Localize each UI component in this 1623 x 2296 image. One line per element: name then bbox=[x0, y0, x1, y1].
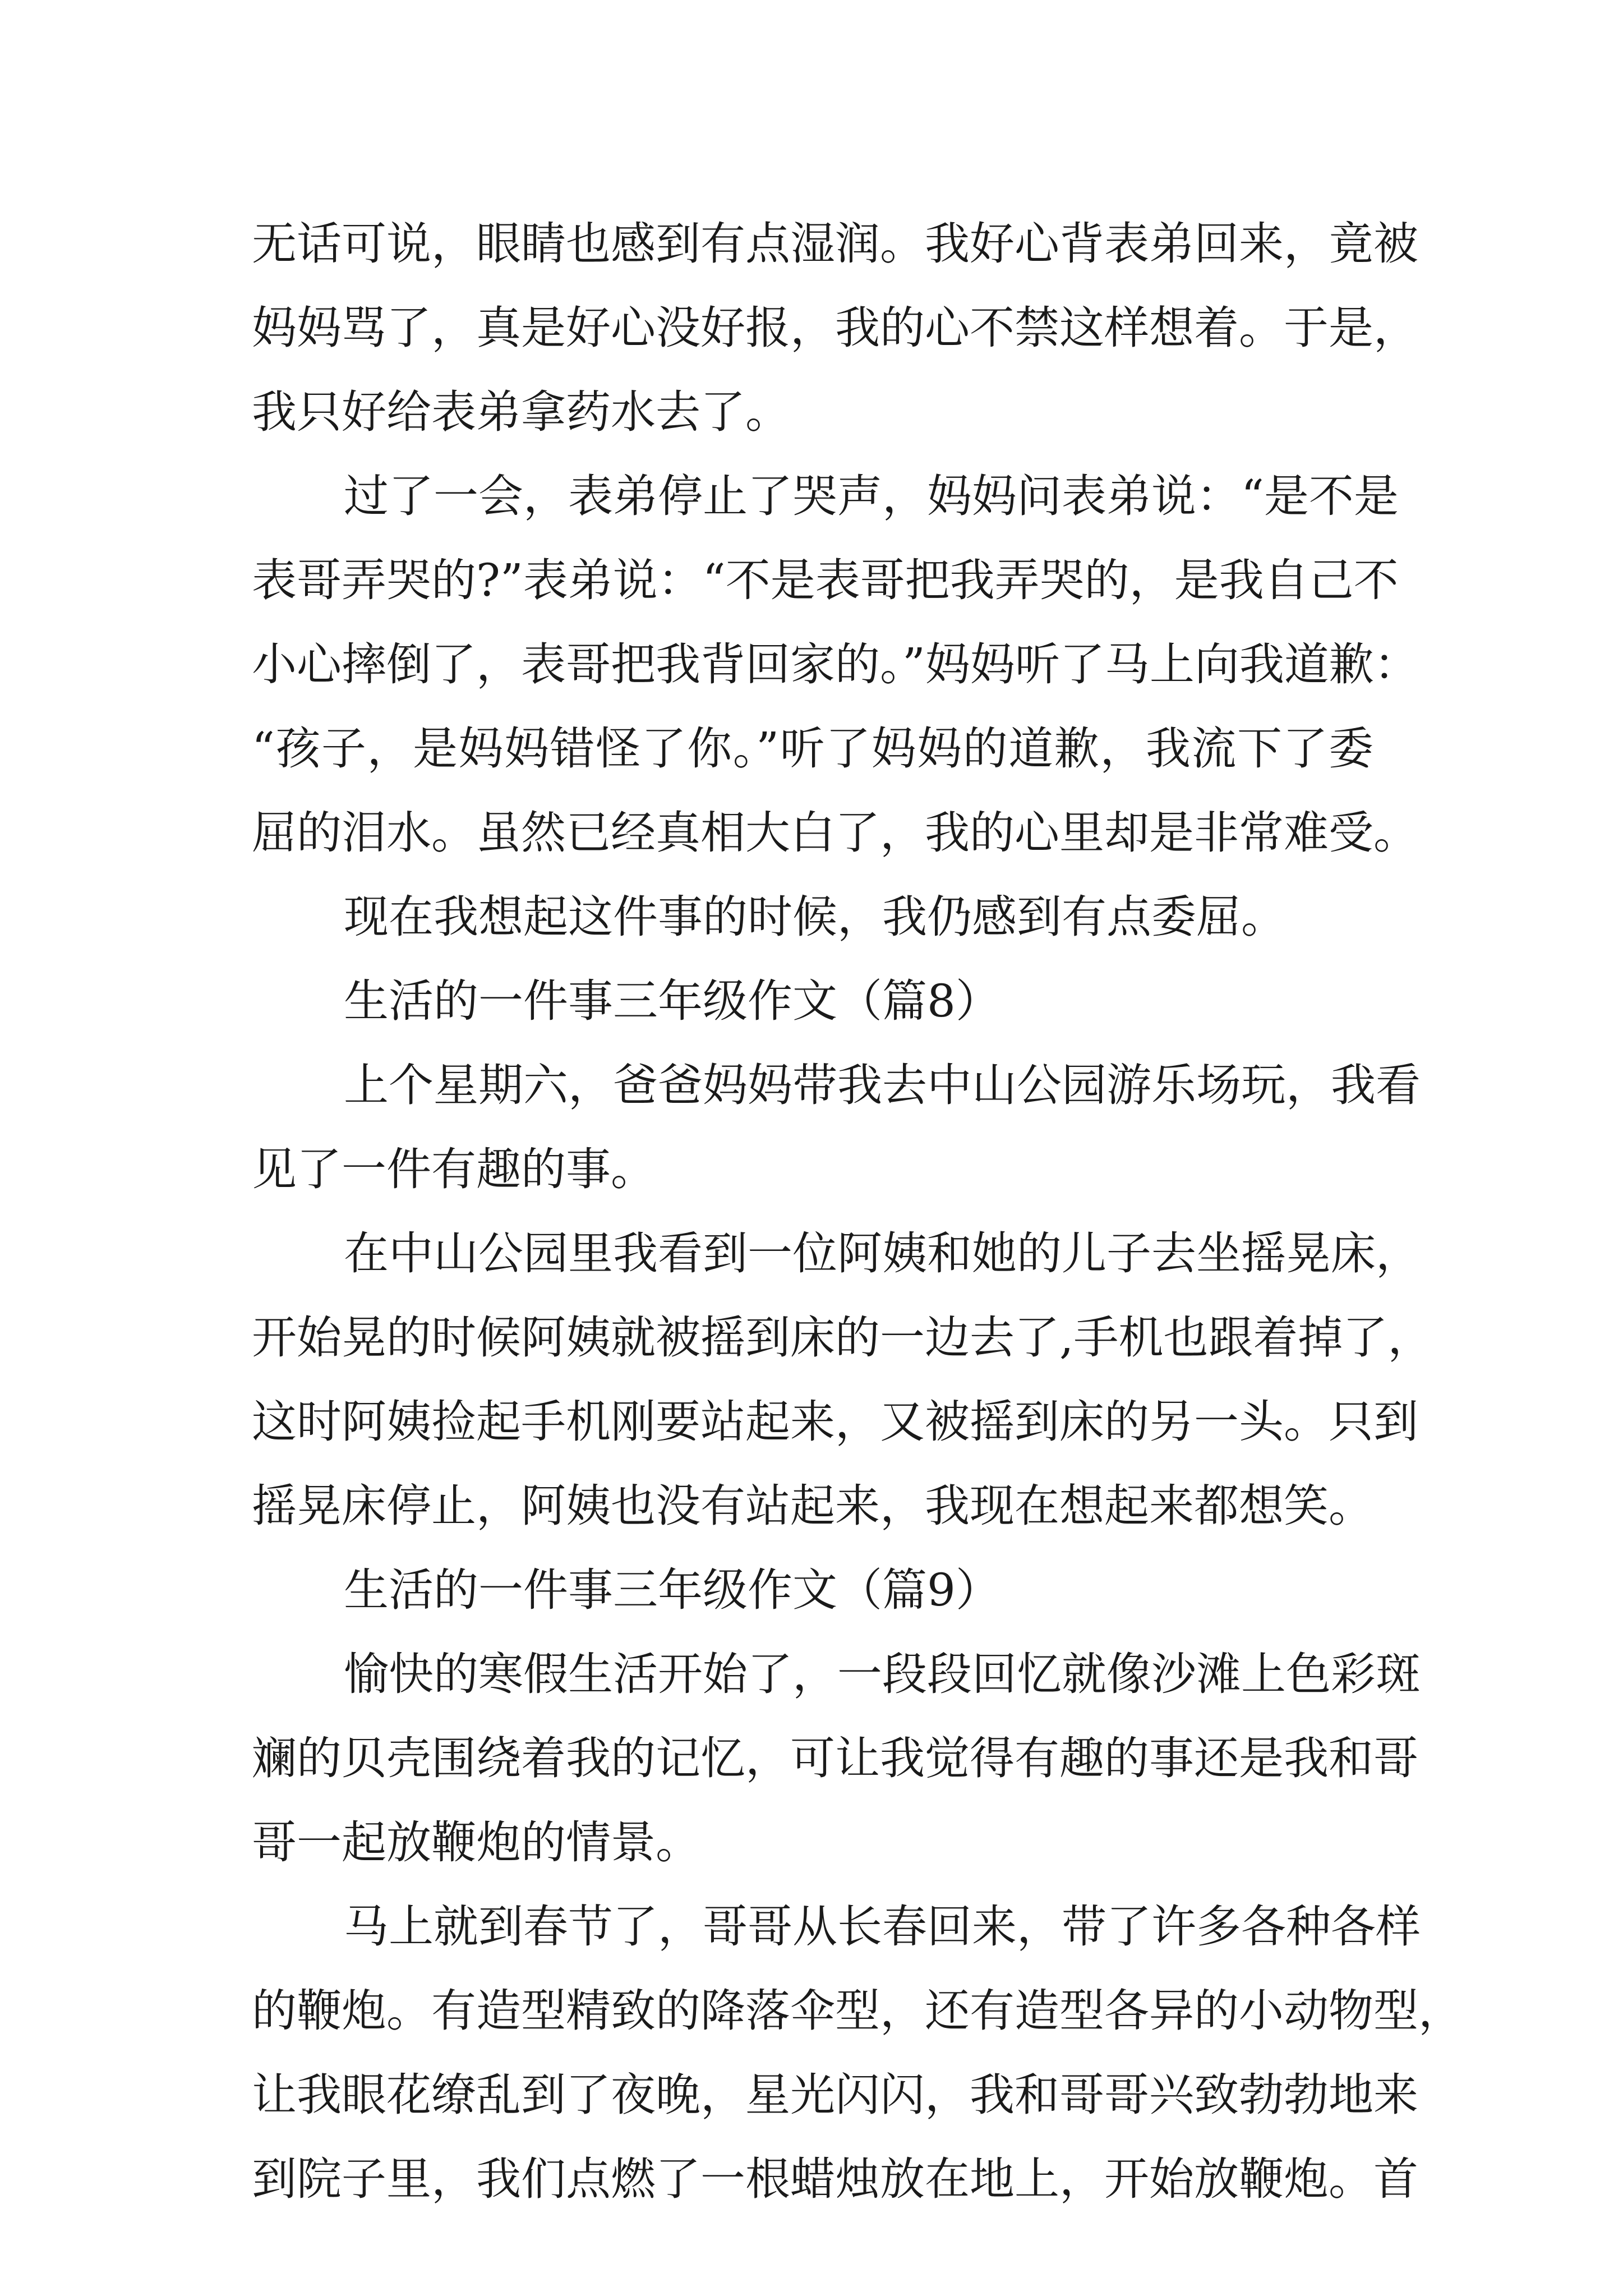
text-line: 过了一会，表弟停止了哭声，妈妈问表弟说：“是不是 bbox=[344, 470, 1399, 522]
text-line: 这时阿姨捡起手机刚要站起来，又被摇到床的另一头。只到 bbox=[252, 1396, 1418, 1448]
text-line: 摇晃床停止，阿姨也没有站起来，我现在想起来都想笑。 bbox=[252, 1480, 1373, 1532]
text-line: 上个星期六，爸爸妈妈带我去中山公园游乐场玩，我看 bbox=[344, 1059, 1421, 1111]
text-line: 我只好给表弟拿药水去了。 bbox=[252, 386, 790, 438]
text-line: 到院子里，我们点燃了一根蜡烛放在地上，开始放鞭炮。首 bbox=[252, 2153, 1418, 2205]
text-line: 妈妈骂了，真是好心没好报，我的心不禁这样想着。于是， bbox=[252, 302, 1418, 354]
text-line: 屈的泪水。虽然已经真相大白了，我的心里却是非常难受。 bbox=[252, 807, 1418, 859]
text-line: “孩子，是妈妈错怪了你。”听了妈妈的道歉，我流下了委 bbox=[252, 723, 1373, 775]
text-line: 让我眼花缭乱到了夜晚，星光闪闪，我和哥哥兴致勃勃地来 bbox=[252, 2069, 1418, 2121]
text-line: 愉快的寒假生活开始了，一段段回忆就像沙滩上色彩斑 bbox=[344, 1648, 1421, 1700]
text-line: 无话可说，眼睛也感到有点湿润。我好心背表弟回来，竟被 bbox=[252, 218, 1418, 270]
section-heading: 生活的一件事三年级作文（篇9） bbox=[344, 1564, 1000, 1616]
text-line: 开始晃的时候阿姨就被摇到床的一边去了,手机也跟着掉了， bbox=[252, 1312, 1433, 1364]
text-line: 的鞭炮。有造型精致的降落伞型，还有造型各异的小动物型， bbox=[252, 1985, 1463, 2037]
text-line: 表哥弄哭的?”表弟说：“不是表哥把我弄哭的，是我自己不 bbox=[252, 554, 1399, 606]
text-line: 现在我想起这件事的时候，我仍感到有点委屈。 bbox=[344, 891, 1286, 943]
text-line: 在中山公园里我看到一位阿姨和她的儿子去坐摇晃床， bbox=[344, 1227, 1421, 1280]
text-line: 见了一件有趣的事。 bbox=[252, 1143, 656, 1195]
text-line: 哥一起放鞭炮的情景。 bbox=[252, 1816, 700, 1869]
text-line: 斓的贝壳围绕着我的记忆，可让我觉得有趣的事还是我和哥 bbox=[252, 1732, 1418, 1784]
text-line: 小心摔倒了，表哥把我背回家的。”妈妈听了马上向我道歉： bbox=[252, 638, 1419, 691]
body-text bbox=[252, 202, 1463, 2221]
text-line: 马上就到春节了，哥哥从长春回来，带了许多各种各样 bbox=[344, 1901, 1421, 1953]
section-heading: 生活的一件事三年级作文（篇8） bbox=[344, 975, 1000, 1027]
